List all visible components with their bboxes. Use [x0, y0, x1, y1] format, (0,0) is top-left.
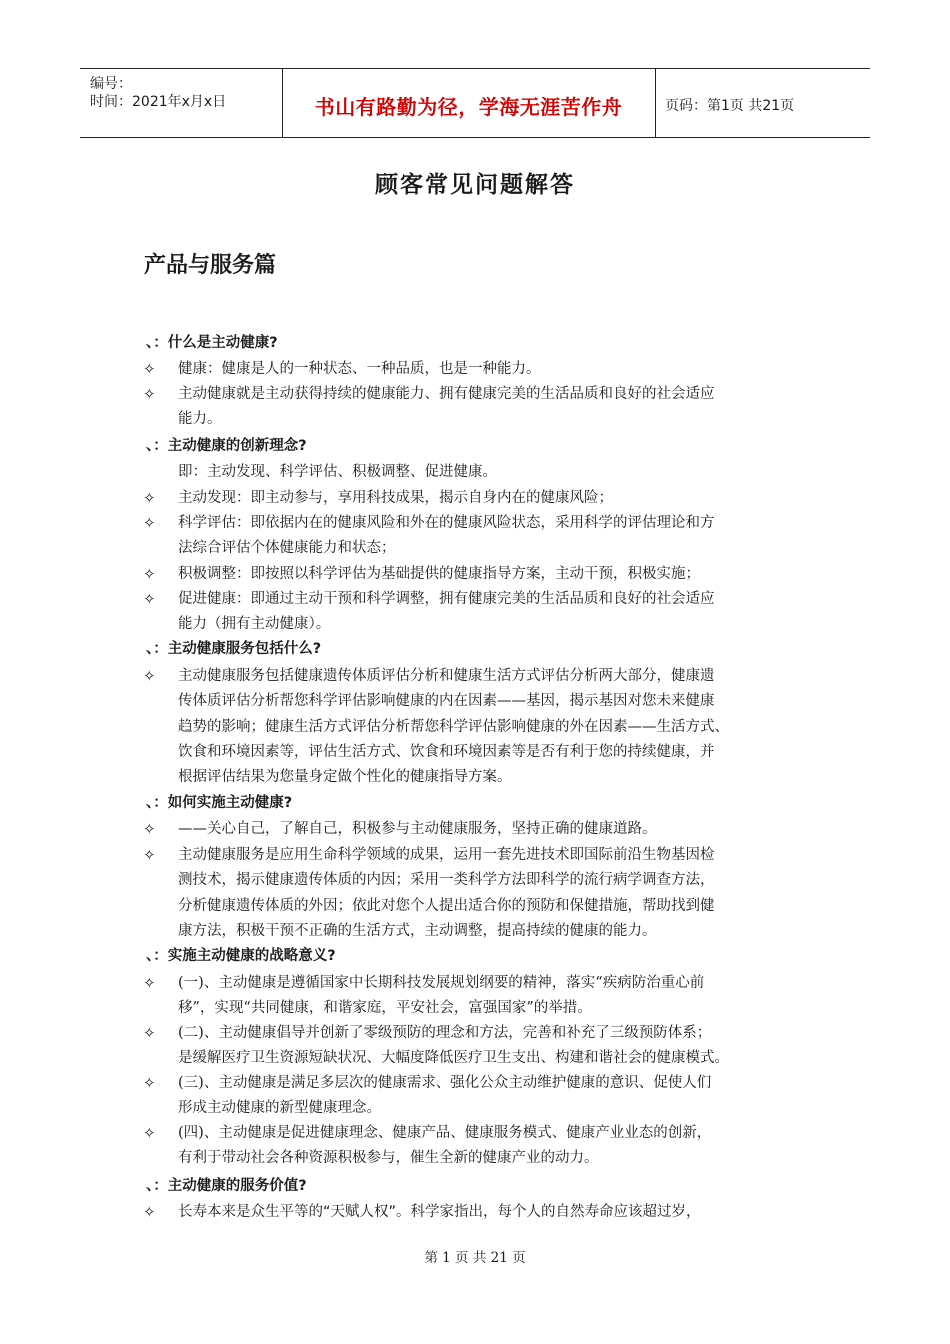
diamond-bullet-icon: ✧	[143, 846, 156, 864]
diamond-bullet-icon: ✧	[143, 1203, 156, 1221]
section-heading: 产品与服务篇	[144, 253, 277, 278]
list-item-line: (一)、主动健康是遵循国家中长期科技发展规划纲要的精神，落实“疾病防治重心前	[178, 975, 705, 991]
list-item-line: 测技术，揭示健康遗传体质的内因；采用一类科学方法即科学的流行病学调查方法，	[178, 872, 715, 889]
list-item-line: 积极调整：即按照以科学评估为基础提供的健康指导方案，主动干预，积极实施；	[178, 566, 700, 582]
list-item-line: 促进健康：即通过主动干预和科学调整，拥有健康完美的生活品质和良好的社会适应	[178, 591, 715, 607]
list-item-line: 传体质评估分析帮您科学评估影响健康的内在因素——基因，揭示基因对您未来健康	[178, 693, 715, 710]
diamond-bullet-icon: ✧	[143, 590, 156, 608]
page-footer: 第 1 页 共 21 页	[424, 1250, 526, 1266]
diamond-bullet-icon: ✧	[143, 360, 156, 378]
diamond-bullet-icon: ✧	[143, 667, 156, 685]
list-item-line: 主动发现：即主动参与，享用科技成果，揭示自身内在的健康风险；	[178, 490, 613, 506]
diamond-bullet-icon: ✧	[143, 565, 156, 583]
list-item-line: 移”，实现“共同健康，和谐家庭，平安社会，富强国家”的举措。	[178, 1000, 592, 1017]
diamond-bullet-icon: ✧	[143, 974, 156, 992]
list-item-line: 法综合评估个体健康能力和状态；	[178, 540, 396, 557]
diamond-bullet-icon: ✧	[143, 385, 156, 403]
list-item-line: 健康：健康是人的一种状态、一种品质，也是一种能力。	[178, 361, 541, 377]
list-item-line: 能力（拥有主动健康）。	[178, 616, 331, 633]
diamond-bullet-icon: ✧	[143, 1024, 156, 1042]
list-item-line: (二)、主动健康倡导并创新了零级预防的理念和方法，完善和补充了三级预防体系；	[178, 1025, 712, 1041]
list-item-line: 有利于带动社会各种资源积极参与，催生全新的健康产业的动力。	[178, 1150, 599, 1167]
question-heading: 、：主动健康的服务价值?	[146, 1178, 307, 1194]
diamond-bullet-icon: ✧	[143, 489, 156, 507]
list-item-line: 能力。	[178, 411, 222, 428]
document-title: 顾客常见问题解答	[375, 171, 575, 198]
list-item-line: 饮食和环境因素等，评估生活方式、饮食和环境因素等是否有利于您的持续健康，并	[178, 743, 715, 760]
list-item-line: 科学评估：即依据内在的健康风险和外在的健康风险状态，采用科学的评估理论和方	[178, 515, 715, 531]
question-heading: 、：什么是主动健康?	[146, 335, 278, 351]
list-item-line: ——关心自己，了解自己，积极参与主动健康服务，坚持正确的健康道路。	[178, 821, 657, 837]
doc-code-label: 编号：	[90, 76, 132, 92]
question-heading: 、：主动健康服务包括什么?	[146, 641, 322, 657]
diamond-bullet-icon: ✧	[143, 820, 156, 838]
page-number-label: 页码：第1页 共21页	[665, 98, 795, 114]
list-item-line: 根据评估结果为您量身定做个性化的健康指导方案。	[178, 769, 512, 786]
list-item-line: 主动健康服务是应用生命科学领域的成果，运用一套先进技术即国际前沿生物基因检	[178, 847, 715, 863]
list-item-line: (四)、主动健康是促进健康理念、健康产品、健康服务模式、健康产业业态的创新，	[178, 1125, 712, 1141]
question-heading: 、：如何实施主动健康?	[146, 795, 293, 811]
motto-text: 书山有路勤为径，学海无涯苦作舟	[314, 95, 623, 119]
header-page-cell	[655, 69, 870, 137]
header-table	[80, 68, 870, 138]
question-heading: 、：主动健康的创新理念?	[146, 438, 307, 454]
list-item-line: 趋势的影响；健康生活方式评估分析帮您科学评估影响健康的外在因素——生活方式、	[178, 718, 729, 735]
diamond-bullet-icon: ✧	[143, 1074, 156, 1092]
list-item-line: 康方法，积极干预不正确的生活方式，主动调整，提高持续的健康的能力。	[178, 922, 657, 939]
diamond-bullet-icon: ✧	[143, 514, 156, 532]
question-heading: 、：实施主动健康的战略意义?	[146, 948, 336, 964]
list-item-line: 主动健康就是主动获得持续的健康能力、拥有健康完美的生活品质和良好的社会适应	[178, 386, 715, 402]
list-item-line: 分析健康遗传体质的外因；依此对您个人提出适合你的预防和保健措施，帮助找到健	[178, 897, 715, 914]
header-motto-cell	[282, 69, 656, 137]
doc-date-label: 时间：2021年x月x日	[90, 94, 227, 110]
list-item-line: 主动健康服务包括健康遗传体质评估分析和健康生活方式评估分析两大部分，健康遗	[178, 668, 715, 684]
list-item-line: 即：主动发现、科学评估、积极调整、促进健康。	[178, 464, 497, 480]
diamond-bullet-icon: ✧	[143, 1124, 156, 1142]
header-meta-cell	[80, 69, 283, 137]
list-item-line: 形成主动健康的新型健康理念。	[178, 1100, 381, 1117]
list-item-line: (三)、主动健康是满足多层次的健康需求、强化公众主动维护健康的意识、促使人们	[178, 1075, 712, 1091]
list-item-line: 是缓解医疗卫生资源短缺状况、大幅度降低医疗卫生支出、构建和谐社会的健康模式。	[178, 1050, 729, 1067]
list-item-line: 长寿本来是众生平等的“天赋人权”。科学家指出，每个人的自然寿命应该超过岁，	[178, 1204, 701, 1220]
